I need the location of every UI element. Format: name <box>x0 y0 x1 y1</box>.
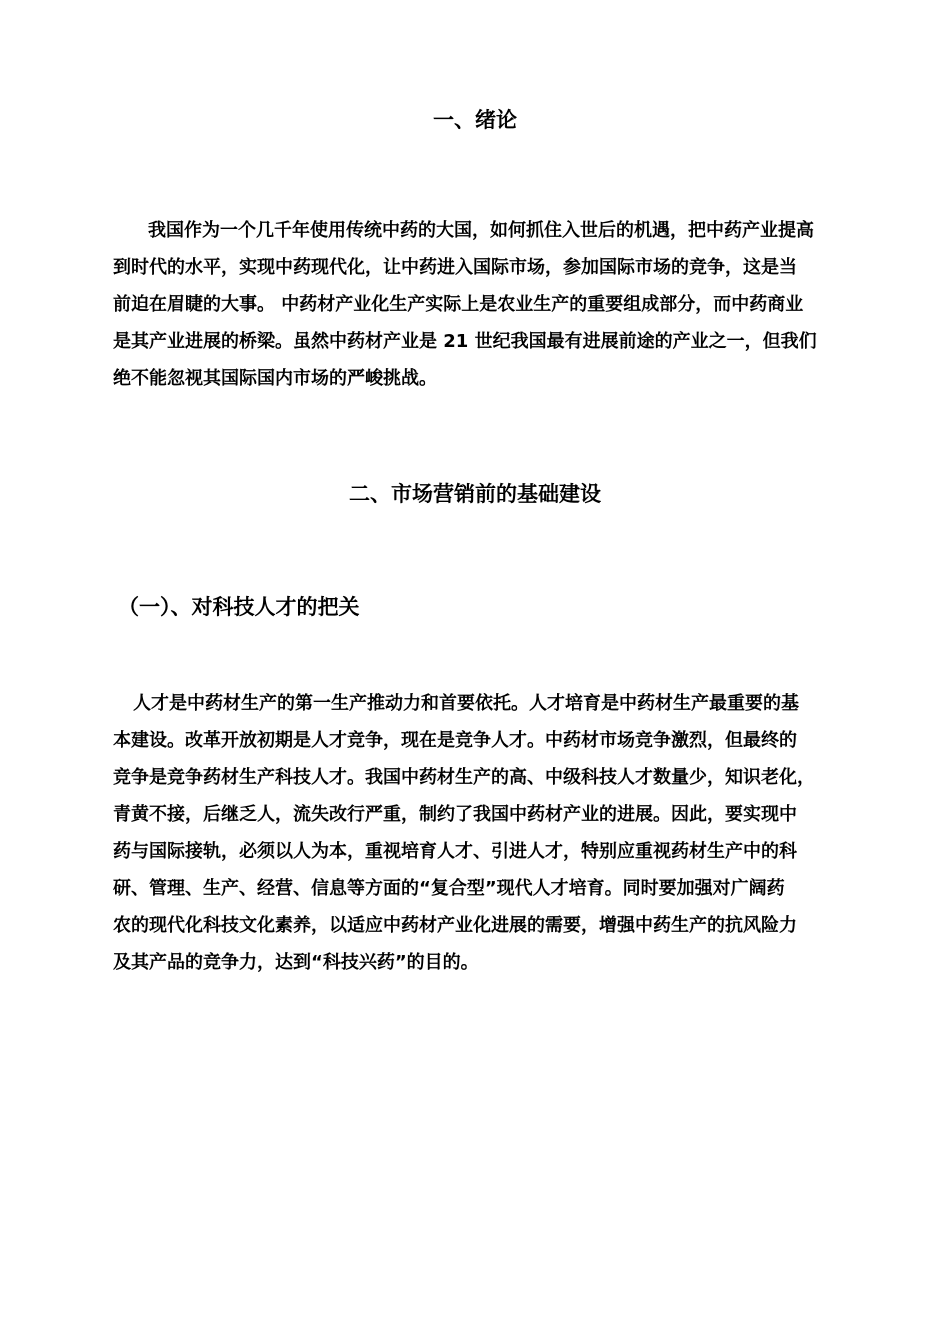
paragraph-line: 竞争是竞争药材生产科技人才。我国中药材生产的高、中级科技人才数量少，知识老化， <box>113 767 815 788</box>
paragraph-line: 农的现代化科技文化素养，以适应中药材产业化进展的需要，增强中药生产的抗风险力 <box>113 915 797 936</box>
subsection-1-paragraph <box>113 685 873 981</box>
subsection-1-title: （一）、对科技人才的把关 <box>118 595 360 619</box>
paragraph-line: 本建设。改革开放初期是人才竞争，现在是竞争人才。中药材市场竞争激烈，但最终的 <box>113 730 797 751</box>
paragraph-line: 我国作为一个几千年使用传统中药的大国，如何抓住入世后的机遇，把中药产业提高 <box>148 220 814 241</box>
paragraph-line: 前迫在眉睫的大事。 中药材产业化生产实际上是农业生产的重要组成部分，而中药商业 <box>113 294 804 315</box>
paragraph-line: 人才是中药材生产的第一生产推动力和首要依托。人才培育是中药材生产最重要的基 <box>133 693 799 714</box>
paragraph-line: 到时代的水平，实现中药现代化，让中药进入国际市场，参加国际市场的竞争，这是当 <box>113 257 797 278</box>
section-2-title: 二、市场营销前的基础建设 <box>349 482 601 506</box>
paragraph-line: 药与国际接轨，必须以人为本，重视培育人才、引进人才，特别应重视药材生产中的科 <box>113 841 797 862</box>
section-1-paragraph <box>113 212 873 397</box>
paragraph-line: 研、管理、生产、经营、信息等方面的“复合型”现代人才培育。同时要加强对广阔药 <box>113 878 785 899</box>
section-1-title: 一、绪论 <box>433 108 517 132</box>
paragraph-line: 是其产业进展的桥梁。虽然中药材产业是 21 世纪我国最有进展前途的产业之一，但我们 <box>113 331 817 352</box>
paragraph-line: 绝不能忽视其国际国内市场的严峻挑战。 <box>113 368 437 389</box>
paragraph-line: 及其产品的竞争力，达到“科技兴药”的目的。 <box>113 952 479 973</box>
paragraph-line: 青黄不接，后继乏人，流失改行严重，制约了我国中药材产业的进展。因此，要实现中 <box>113 804 797 825</box>
